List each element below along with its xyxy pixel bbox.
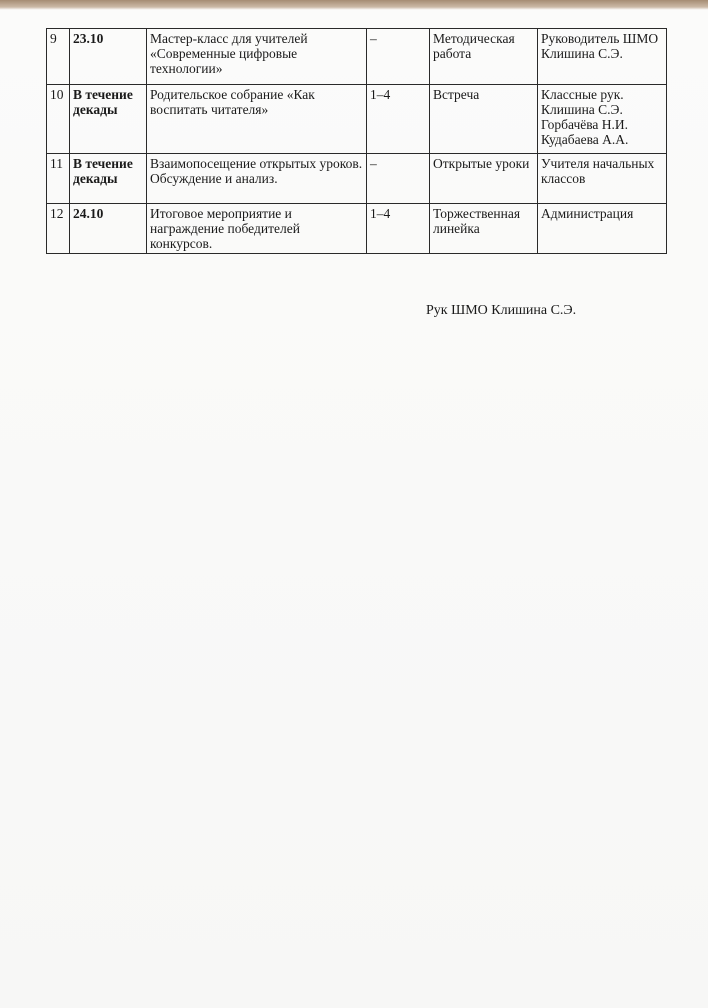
event-form: Встреча bbox=[430, 85, 538, 154]
event-form: Методическая работа bbox=[430, 29, 538, 85]
event-date: В течение декады bbox=[70, 154, 147, 204]
table-row bbox=[47, 29, 667, 85]
event-classes: 1–4 bbox=[367, 85, 430, 154]
event-date: 24.10 bbox=[70, 204, 147, 254]
event-title: Итоговое мероприятие и награждение победителей конкурсов. bbox=[147, 204, 367, 254]
event-responsible: Руководитель ШМО Клишина С.Э. bbox=[538, 29, 667, 85]
event-title: Мастер-класс для учителей «Современные цифровые технологии» bbox=[147, 29, 367, 85]
row-number: 10 bbox=[47, 85, 70, 154]
event-responsible: Учителя начальных классов bbox=[538, 154, 667, 204]
event-title: Взаимопосещение открытых уроков. Обсуждение и анализ. bbox=[147, 154, 367, 204]
page-top-edge bbox=[0, 0, 708, 10]
event-responsible: Администрация bbox=[538, 204, 667, 254]
event-classes: 1–4 bbox=[367, 204, 430, 254]
row-number: 9 bbox=[47, 29, 70, 85]
row-number: 12 bbox=[47, 204, 70, 254]
events-table bbox=[46, 28, 667, 254]
event-classes: – bbox=[367, 29, 430, 85]
event-classes: – bbox=[367, 154, 430, 204]
event-date: 23.10 bbox=[70, 29, 147, 85]
event-form: Открытые уроки bbox=[430, 154, 538, 204]
event-date: В течение декады bbox=[70, 85, 147, 154]
event-title: Родительское собрание «Как воспитать читателя» bbox=[147, 85, 367, 154]
row-number: 11 bbox=[47, 154, 70, 204]
event-responsible: Классные рук. Клишина С.Э. Горбачёва Н.И. Кудабаева А.А. bbox=[538, 85, 667, 154]
table-row bbox=[47, 204, 667, 254]
signature-line: Рук ШМО Клишина С.Э. bbox=[426, 303, 577, 318]
table-row bbox=[47, 154, 667, 204]
table-row bbox=[47, 85, 667, 154]
event-form: Торжественная линейка bbox=[430, 204, 538, 254]
